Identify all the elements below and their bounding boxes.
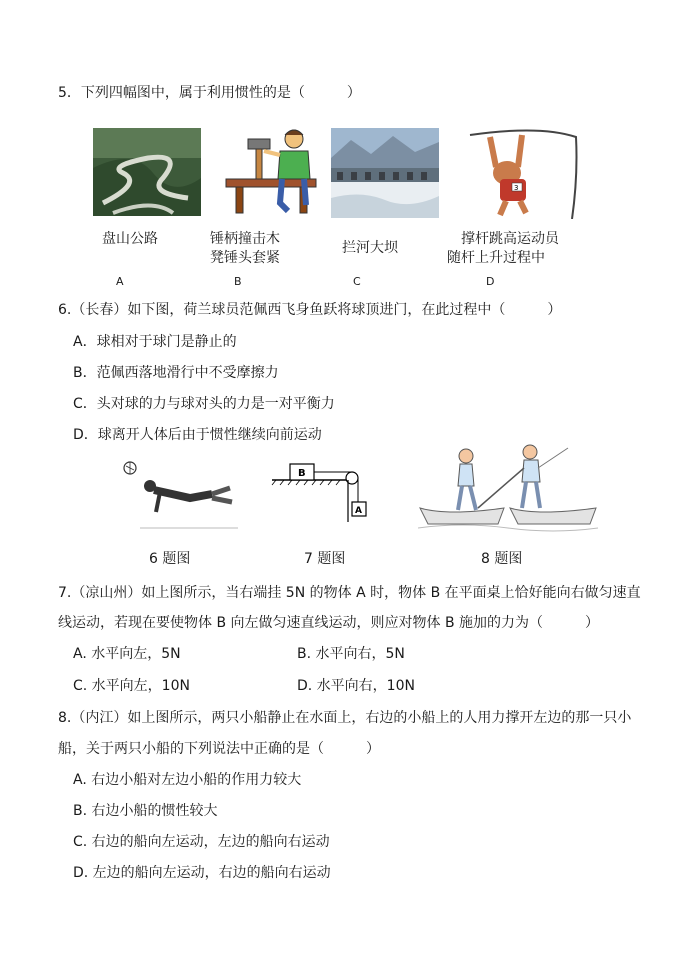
q5-caption-d-line2: 随杆上升过程中 <box>447 250 545 266</box>
jersey-number: 3 <box>514 184 519 192</box>
block-b-label: B <box>298 468 306 479</box>
q5-caption-d-line1: 撑杆跳高运动员 <box>461 231 559 247</box>
two-boats-image <box>418 438 598 534</box>
q6-option-a: A．球相对于球门是静止的 <box>73 334 237 350</box>
q6-option-b: B．范佩西落地滑行中不受摩擦力 <box>73 365 279 381</box>
q5-caption-a: 盘山公路 <box>102 231 158 247</box>
q6-stem: 6.（长春）如下图，荷兰球员范佩西飞身鱼跃将球顶进门，在此过程中（ ） <box>58 302 562 318</box>
pulley-diagram <box>268 458 378 526</box>
q7-option-a: A. 水平向左，5N <box>73 646 181 662</box>
q6-option-d: D．球离开人体后由于惯性继续向前运动 <box>73 427 322 443</box>
q5-letter-a: A <box>116 275 124 288</box>
q7-stem-line2: 线运动，若现在要使物体 B 向左做匀速直线运动，则应对物体 B 施加的力为（ ） <box>58 615 600 631</box>
q5-letter-c: C <box>353 275 361 288</box>
q8-option-d: D. 左边的船向左运动，右边的船向右运动 <box>73 865 331 881</box>
q8-stem-line1: 8.（内江）如上图所示，两只小船静止在水面上，右边的小船上的人用力撑开左边的那一只小 <box>58 710 632 726</box>
q7-option-c: C. 水平向左，10N <box>73 678 190 694</box>
q8-option-a: A. 右边小船对左边小船的作用力较大 <box>73 772 302 788</box>
q5-letter-d: D <box>486 275 495 288</box>
q8-option-b: B. 右边小船的惯性较大 <box>73 803 218 819</box>
q7-stem-line1: 7.（凉山州）如上图所示，当右端挂 5N 的物体 A 时，物体 B 在平面桌上恰好能向右做匀速直 <box>58 585 641 601</box>
q8-stem-line2: 船，关于两只小船的下列说法中正确的是（ ） <box>58 741 380 757</box>
q5-caption-b-line2: 凳锤头套紧 <box>210 250 280 266</box>
q5-stem: 5．下列四幅图中，属于利用惯性的是（ ） <box>58 85 361 101</box>
dam-image <box>331 128 439 218</box>
hammer-stool-image <box>222 125 330 217</box>
block-a-label: A <box>355 506 362 516</box>
q5-caption-c: 拦河大坝 <box>342 240 398 256</box>
fig7-caption: 7 题图 <box>304 551 346 567</box>
soccer-header-image <box>120 458 242 536</box>
q5-letter-b: B <box>234 275 242 288</box>
fig6-caption: 6 题图 <box>149 551 191 567</box>
q7-option-d: D. 水平向右，10N <box>297 678 415 694</box>
q8-option-c: C. 右边的船向左运动，左边的船向右运动 <box>73 834 330 850</box>
q7-option-b: B. 水平向右，5N <box>297 646 405 662</box>
pole-vaulter-image <box>460 127 580 219</box>
q5-caption-b-line1: 锤柄撞击木 <box>210 231 280 247</box>
fig8-caption: 8 题图 <box>481 551 523 567</box>
q6-option-c: C．头对球的力与球对头的力是一对平衡力 <box>73 396 335 412</box>
mountain-road-image <box>93 128 201 216</box>
